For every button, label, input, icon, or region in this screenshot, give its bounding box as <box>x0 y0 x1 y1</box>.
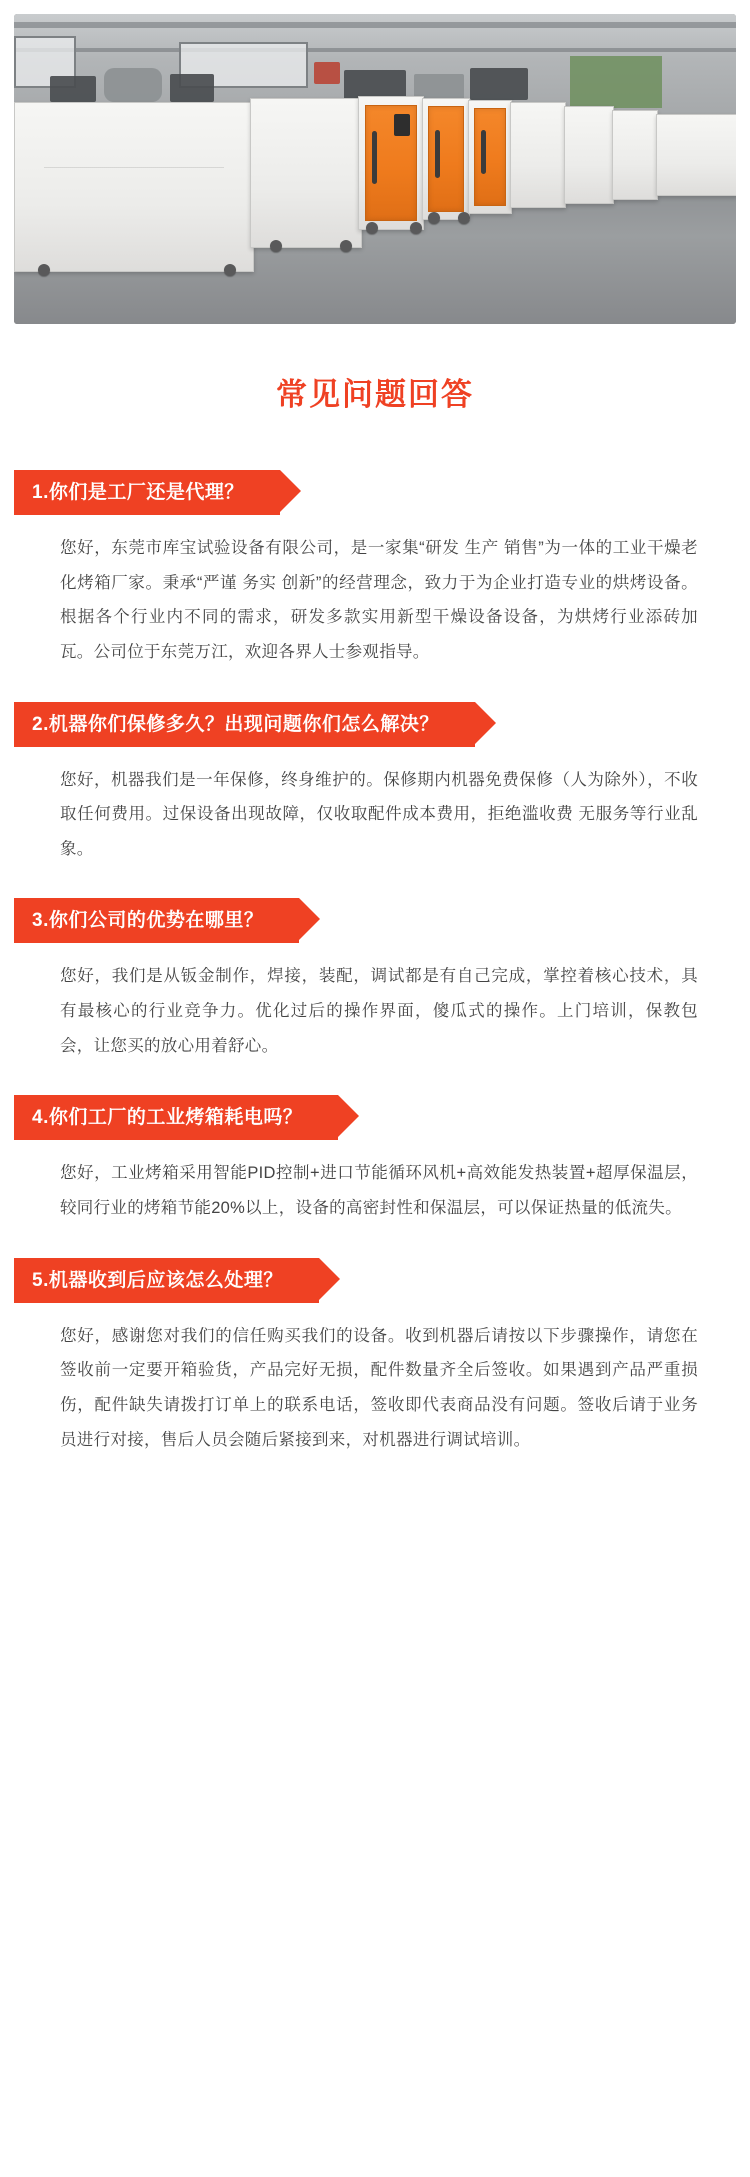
question-banner-wrap-3 <box>14 898 299 943</box>
page-title: 常见问题回答 <box>276 377 474 412</box>
oven-cabinet-9 <box>656 114 736 196</box>
caster-8 <box>458 212 470 224</box>
equipment-top-4 <box>314 62 340 84</box>
equipment-top-7 <box>470 68 528 100</box>
answer-text-4: 您好，工业烤箱采用智能PID控制+进口节能循环风机+高效能发热装置+超厚保温层，较同行业的烤箱节能20%以上，设备的高密封性和保温层，可以保证热量的低流失。 <box>60 1164 698 1218</box>
ceiling-beam-1 <box>14 22 736 28</box>
hero-image <box>14 14 736 324</box>
bottom-spacer <box>0 1463 750 1503</box>
caster-6 <box>410 222 422 234</box>
answer-text-3: 您好，我们是从钣金制作，焊接，装配，调试都是有自己完成，掌控着核心技术，具有最核心的行业竞争力。优化过后的操作界面，傻瓜式的操作。上门培训，保教包会，让您买的放心用着舒心。 <box>60 967 698 1055</box>
caster-7 <box>428 212 440 224</box>
oven-cabinet-4 <box>422 98 470 220</box>
equipment-top-3 <box>170 74 214 102</box>
oven-door-1 <box>365 105 417 221</box>
ceiling-beam-2 <box>14 48 736 52</box>
question-banner-wrap-5 <box>14 1258 319 1303</box>
faq-item-5 <box>0 1232 750 1464</box>
question-banner-4: 4.你们工厂的工业烤箱耗电吗？ <box>14 1095 338 1140</box>
oven-door-3 <box>474 108 506 206</box>
question-banner-wrap-1 <box>14 470 280 515</box>
caster-2 <box>224 264 236 276</box>
caster-1 <box>38 264 50 276</box>
question-banner-wrap-4 <box>14 1095 338 1140</box>
question-banner-wrap-2 <box>14 702 475 747</box>
oven-cabinet-8 <box>612 110 658 200</box>
answer-text-1: 您好，东莞市库宝试验设备有限公司，是一家集“研发 生产 销售”为一体的工业干燥老化烤箱厂家。秉承“严谨 务实 创新”的经营理念，致力于为企业打造专业的烘烤设备。根据各个行业内不同的需求，研发多款实用新型干燥设备设备，为烘烤行业添砖加瓦。公司位于东莞万江，欢迎各界人士参观指导。 <box>60 539 698 661</box>
faq-item-3 <box>0 872 750 1069</box>
question-banner-2: 2.机器你们保修多久？出现问题你们怎么解决？ <box>14 702 475 747</box>
oven-cabinet-3 <box>358 96 424 230</box>
faq-item-1 <box>0 444 750 676</box>
caster-3 <box>270 240 282 252</box>
question-banner-3: 3.你们公司的优势在哪里？ <box>14 898 299 943</box>
question-banner-1: 1.你们是工厂还是代理？ <box>14 470 280 515</box>
green-wall-panel <box>570 56 662 108</box>
equipment-top-1 <box>50 76 96 102</box>
oven-door-2 <box>428 106 464 212</box>
oven-cabinet-5 <box>468 100 512 214</box>
caster-4 <box>340 240 352 252</box>
answer-text-5: 您好，感谢您对我们的信任购买我们的设备。收到机器后请按以下步骤操作，请您在签收前一定要开箱验货，产品完好无损，配件数量齐全后签收。如果遇到产品严重损伤，配件缺失请拨打订单上的联系电话，签收即代表商品没有问题。签收后请于业务员进行对接，售后人员会随后紧接到来，对机器进行调试培训。 <box>60 1326 698 1449</box>
oven-cabinet-6 <box>510 102 566 208</box>
oven-cabinet-2 <box>250 98 362 248</box>
oven-cabinet-7 <box>564 106 614 204</box>
caster-5 <box>366 222 378 234</box>
faq-item-2 <box>0 676 750 873</box>
faq-item-4 <box>0 1069 750 1231</box>
oven-cabinet-1 <box>14 102 254 272</box>
answer-text-2: 您好，机器我们是一年保修，终身维护的。保修期内机器免费保修（人为除外），不收取任何费用。过保设备出现故障，仅收取配件成本费用，拒绝滥收费 无服务等行业乱象。 <box>60 770 698 858</box>
question-banner-5: 5.机器收到后应该怎么处理？ <box>14 1258 319 1303</box>
equipment-top-2 <box>104 68 162 102</box>
